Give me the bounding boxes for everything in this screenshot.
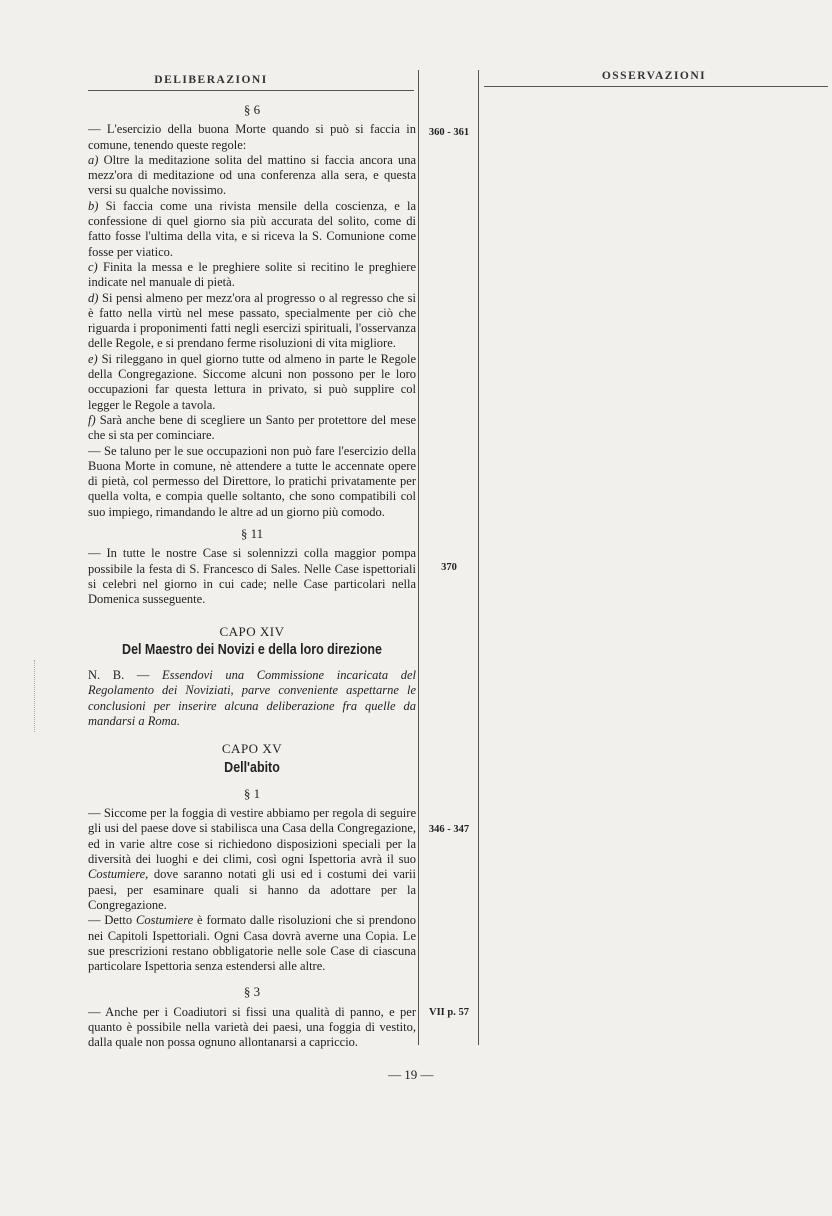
header-rule-right: [484, 86, 828, 87]
section-11-heading: § 11: [240, 526, 264, 542]
ref-370: 370: [441, 562, 457, 573]
s1-p2-italic: Costumiere: [136, 913, 194, 928]
column-divider-left: [418, 70, 419, 1045]
s1-p2a: — Detto: [88, 913, 136, 928]
item-b-letter: b): [88, 198, 99, 213]
item-a: [88, 153, 416, 199]
item-c-letter: c): [88, 259, 98, 274]
item-f: [88, 413, 416, 444]
nb-text: Essendovi una Commissione incaricata del Regolamento dei Noviziati, parve conveniente aspettarne le conclusioni per inserire alcuna deliberazione fra quelle da mandarsi a Roma.: [88, 668, 416, 728]
column-divider-right: [478, 70, 479, 1045]
section-6-heading: § 6: [243, 102, 261, 117]
deliberazioni-column: [88, 96, 416, 1051]
item-b: [88, 199, 416, 260]
header-deliberazioni: DELIBERAZIONI: [154, 74, 268, 86]
s1-p2b: è formato dalle risoluzioni che si prendono nei Capitoli Ispettoriali. Ogni Casa dovrà averne una Copia. Le sue prescrizioni restano obbligatorie nelle sole Case di ciascuna particolare Ispettoria senza estendersi alle altre.: [88, 913, 416, 974]
section-1-para-2: [88, 913, 416, 974]
item-b-text: Si faccia come una rivista mensile della coscienza, e la confessione di quel giorno sia più accurata del solito, come di fatto fosse l'ultima della vita, e si riceva la S. Comunione come fosse per viatico.: [88, 198, 416, 259]
s1-p1b: dove saranno notati gli usi ed i costumi dei varii paesi, per esaminare quali si hanno da adottare per la Congregazione.: [88, 867, 416, 912]
ref-vii-p57: VII p. 57: [429, 1007, 469, 1018]
section-1-heading: § 1: [243, 785, 261, 801]
item-d: [88, 291, 416, 352]
capo-14-title: Del Maestro dei Novizi e della loro direzione: [122, 641, 382, 658]
item-f-letter: f): [88, 412, 96, 427]
header-rule-left: [88, 90, 414, 91]
section-3-heading: § 3: [243, 984, 261, 1000]
nb-label: N. B. —: [88, 668, 150, 683]
section-1-para-1: [88, 806, 416, 913]
item-d-letter: d): [88, 290, 99, 305]
s1-p1a: — Siccome per la foggia di vestire abbiamo per regola di seguire gli usi del paese dove si stabilisca una Casa della Congregazione, ed in varie altre cose si richiedono disposizioni speciali per la diversità dei luoghi e dei climi, così ogni Ispettoria avrà il suo: [88, 806, 416, 867]
item-c: [88, 260, 416, 291]
header-osservazioni: OSSERVAZIONI: [601, 70, 707, 82]
s1-p1-italic: Costumiere,: [88, 867, 149, 882]
item-a-letter: a): [88, 152, 99, 167]
section-6-closing: — Se taluno per le sue occupazioni non può fare l'esercizio della Buona Morte in comune, nè attendere a tutte le accennate opere di pietà, col permesso del Direttore, lo pratichi privatamente per quella volta, e compia quelle soltanto, che sono compatibili col suo impiego, rimandando le altre ad un giorno più comodo.: [88, 443, 416, 519]
item-e-text: Si rileggano in quel giorno tutte od almeno in parte le Regole della Congregazione. Siccome alcuni non possono per le loro occupazioni far questa lettura in privato, si può supplire col legger le Regole a tavola.: [88, 351, 416, 412]
section-6-intro: — L'esercizio della buona Morte quando si può si faccia in comune, tenendo queste regole:: [88, 122, 416, 152]
page-number: — 19 —: [388, 1067, 434, 1082]
item-a-text: Oltre la meditazione solita del mattino si faccia ancora una mezz'ora di meditazione od una conferenza alla sera, e questa versi su qualche novissimo.: [88, 152, 416, 198]
item-e: [88, 352, 416, 413]
ref-360-361: 360 - 361: [428, 127, 470, 138]
capo-15-title: Dell'abito: [224, 759, 280, 776]
item-c-text: Finita la messa e le preghiere solite si recitino le preghiere indicate nel manuale di pietà.: [88, 259, 416, 290]
section-3-text: — Anche per i Coadiutori si fissi una qualità di panno, e per quanto è possibile nella varietà dei paesi, una foggia di vestito, dalla quale non possa ognuno allontanarsi a capriccio.: [88, 1004, 416, 1050]
item-e-letter: e): [88, 351, 98, 366]
capo-14-heading: CAPO XIV: [219, 623, 285, 639]
item-f-text: Sarà anche bene di scegliere un Santo per protettore del mese che si sta per cominciare.: [88, 412, 416, 443]
capo-15-heading: CAPO XV: [221, 741, 283, 757]
ref-346-347: 346 - 347: [428, 824, 470, 835]
section-11-text: — In tutte le nostre Case si solennizzi colla maggior pompa possibile la festa di S. Francesco di Sales. Nelle Case ispettoriali si celebri nel giorno in cui cade; nelle Case particolari nella Domenica susseguente.: [88, 546, 416, 607]
nb-note: [88, 668, 416, 729]
item-d-text: Si pensi almeno per mezz'ora al progresso o al regresso che si è fatto nella virtù nel mese passato, specialmente per ciò che riguarda i proponimenti fatti negli esercizi spirituali, l'osservanza delle Regole, e si prendano ferme risoluzioni di vita migliore.: [88, 290, 416, 351]
margin-mark: [34, 660, 45, 732]
